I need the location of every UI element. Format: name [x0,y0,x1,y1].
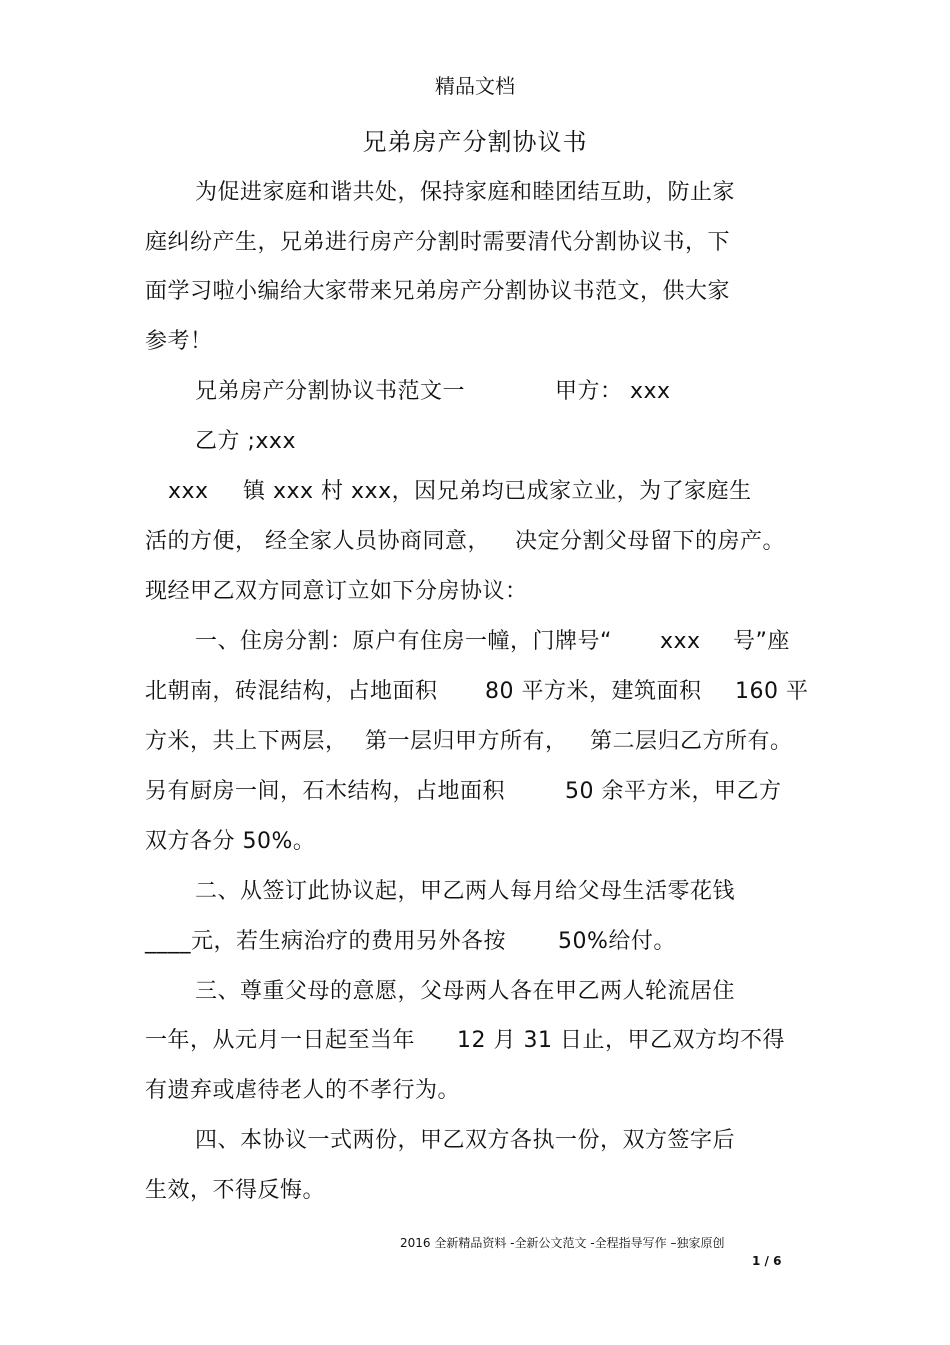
para1-line-2b: 经全家人员协商同意， [265,529,491,554]
page-header: 精品文档 [435,74,515,98]
clause1-line-1c: 号”座 [733,629,790,654]
clause1-line-2a: 北朝南，砖混结构，占地面积 [145,679,438,704]
clause4-line-2: 生效，不得反悔。 [145,1178,326,1203]
document-title: 兄弟房产分割协议书 [362,128,588,156]
para1-line-2a: 活的方便， [145,529,258,554]
clause1-line-1a: 一、住房分割：原户有住房一幢，门牌号“ [195,629,612,654]
para1-line-1a: xxx [168,479,209,504]
clause1-line-1b: xxx [660,629,701,654]
clause1-line-4b: 50 余平方米，甲乙方 [565,779,782,804]
intro-line-2: 庭纠纷产生，兄弟进行房产分割时需要清代分割协议书，下 [145,230,731,255]
clause3-line-2a: 一年，从元月一日起至当年 [145,1028,416,1053]
para1-line-2c: 决定分割父母留下的房产。 [515,529,786,554]
clause1-line-2b: 80 平方米，建筑面积 [485,679,702,704]
clause1-line-3b: 第一层归甲方所有， [365,729,568,754]
intro-line-3: 面学习啦小编给大家带来兄弟房产分割协议书范文，供大家 [145,279,731,304]
clause4-line-1: 四、本协议一式两份，甲乙双方各执一份，双方签字后 [195,1128,736,1153]
clause1-line-3c: 第二层归乙方所有。 [590,729,793,754]
clause2-line-1: 二、从签订此协议起，甲乙两人每月给父母生活零花钱 [195,879,736,904]
para1-line-3: 现经甲乙双方同意订立如下分房协议： [145,579,528,604]
clause3-line-3: 有遗弃或虐待老人的不孝行为。 [145,1078,461,1103]
intro-line-1: 为促进家庭和谐共处，保持家庭和睦团结互助，防止家 [195,180,736,205]
intro-line-4: 参考！ [145,329,213,354]
clause2-line-2a: ____元，若生病治疗的费用另外各按 [145,929,507,954]
page-number: 1 / 6 [752,1254,782,1268]
clause1-line-4a: 另有厨房一间，石木结构，占地面积 [145,779,506,804]
clause1-line-3a: 方米，共上下两层， [145,729,348,754]
clause1-line-5: 双方各分 50%。 [145,829,316,854]
clause3-line-2b: 12 月 31 日止，甲乙双方均不得 [457,1028,785,1053]
sample-heading: 兄弟房产分割协议书范文一 [195,379,466,404]
footer-note: 2016 全新精品资料 -全新公文范文 -全程指导写作 –独家原创 [400,1236,725,1250]
clause2-line-2b: 50%给付。 [558,929,676,954]
clause3-line-1: 三、尊重父母的意愿，父母两人各在甲乙两人轮流居住 [195,979,736,1004]
clause1-line-2c: 160 平 [735,679,809,704]
party-a: 甲方： xxx [555,379,671,404]
party-b: 乙方 ;xxx [195,429,296,454]
para1-line-1b: 镇 xxx 村 xxx，因兄弟均已成家立业，为了家庭生 [243,479,752,504]
